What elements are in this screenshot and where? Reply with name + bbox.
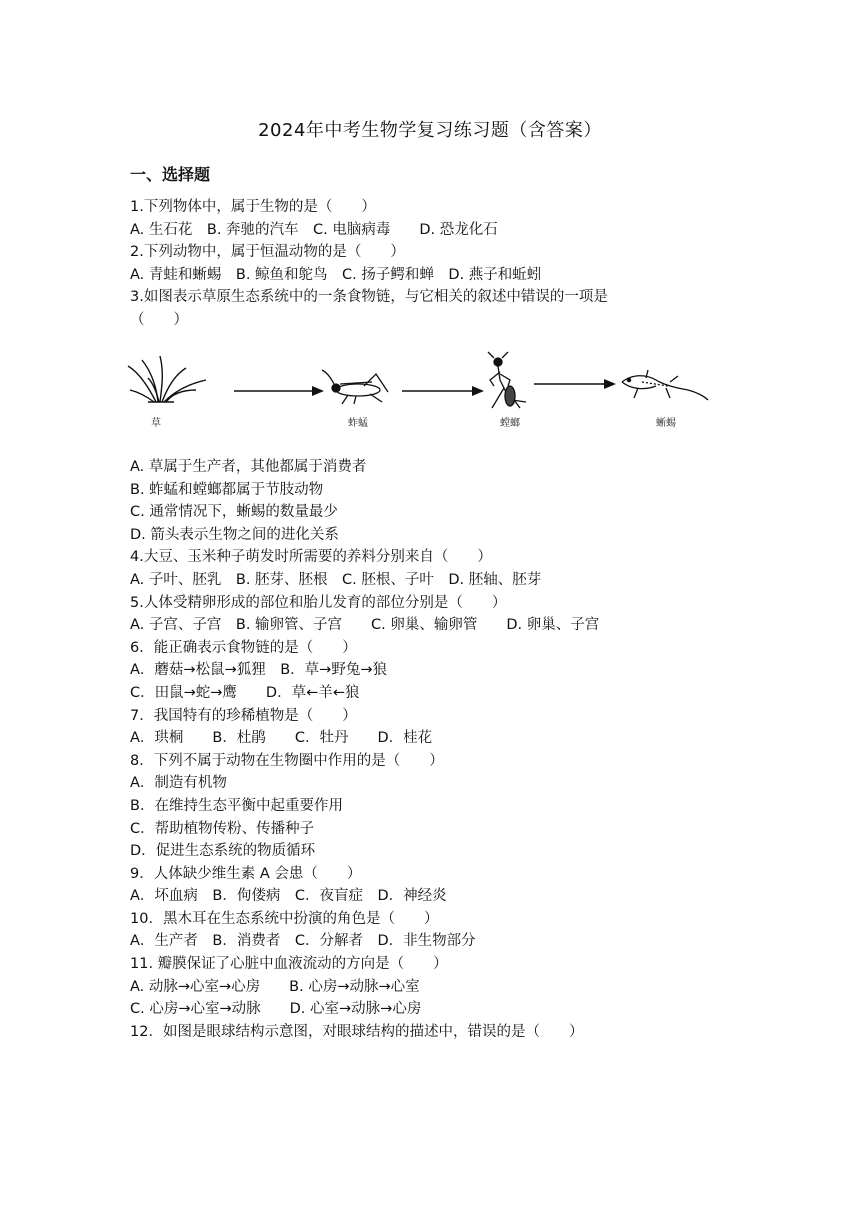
- food-chain-svg: [126, 350, 712, 434]
- grass-drawing: [128, 356, 206, 402]
- text-line: 9．人体缺少维生素 A 会患（ ）: [130, 865, 362, 882]
- text-line: B．在维持生态平衡中起重要作用: [130, 797, 343, 814]
- arrow-3: [534, 379, 616, 389]
- text-line: C. 心房→心室→动脉 D. 心室→动脉→心房: [130, 1001, 422, 1018]
- lizard-drawing: [622, 370, 708, 400]
- section-heading: 一、选择题: [130, 165, 211, 184]
- label-lizard: 蜥蜴: [656, 418, 676, 429]
- document-title: 2024年中考生物学复习练习题（含答案）: [258, 120, 602, 141]
- text-line: 10．黑木耳在生态系统中扮演的角色是（ ）: [130, 910, 439, 927]
- text-line: A．制造有机物: [130, 775, 227, 792]
- text-line: A. 子宫、子宫 B. 输卵管、子宫 C. 卵巢、输卵管 D. 卵巢、子宫: [130, 617, 600, 634]
- text-line: A. 生石花 B. 奔驰的汽车 C. 电脑病毒 D. 恐龙化石: [130, 221, 498, 238]
- arrow-2: [402, 386, 484, 396]
- text-line: A. 子叶、胚乳 B. 胚芽、胚根 C. 胚根、子叶 D. 胚轴、胚芽: [130, 571, 542, 588]
- text-line: C．田鼠→蛇→鹰 D．草←羊←狼: [130, 684, 360, 701]
- text-line: A. 动脉→心室→心房 B. 心房→动脉→心室: [130, 978, 420, 995]
- text-line: C．帮助植物传粉、传播种子: [130, 820, 315, 837]
- label-mantis: 螳螂: [500, 418, 520, 429]
- text-line: C. 通常情况下，蜥蜴的数量最少: [130, 504, 338, 521]
- text-line: A．坏血病 B．佝偻病 C．夜盲症 D．神经炎: [130, 888, 447, 905]
- text-line: A. 青蛙和蜥蜴 B. 鲸鱼和鸵鸟 C. 扬子鳄和蝉 D. 燕子和蚯蚓: [130, 266, 542, 283]
- text-line: B. 蚱蜢和螳螂都属于节肢动物: [130, 481, 324, 498]
- label-grasshopper: 蚱蜢: [348, 418, 368, 429]
- text-line: A. 草属于生产者，其他都属于消费者: [130, 459, 367, 475]
- text-line: 12．如图是眼球结构示意图，对眼球结构的描述中，错误的是（ ）: [130, 1023, 584, 1040]
- text-line: 7．我国特有的珍稀植物是（ ）: [130, 707, 357, 724]
- questions-bottom: [130, 456, 730, 1043]
- text-line: 8．下列不属于动物在生物圈中作用的是（ ）: [130, 752, 444, 769]
- label-grass: 草: [151, 418, 161, 429]
- text-line: 5.人体受精卵形成的部位和胎儿发育的部位分别是（ ）: [130, 594, 507, 611]
- text-line: 1.下列物体中，属于生物的是（ ）: [130, 199, 376, 215]
- text-line: 11. 瓣膜保证了心脏中血液流动的方向是（ ）: [130, 956, 448, 973]
- arrow-1: [234, 386, 324, 396]
- text-line: 6．能正确表示食物链的是（ ）: [130, 639, 357, 656]
- text-line: D. 箭头表示生物之间的进化关系: [130, 526, 339, 543]
- text-line: 2.下列动物中，属于恒温动物的是（ ）: [130, 244, 405, 261]
- mantis-drawing: [488, 352, 526, 408]
- text-line: 4.大豆、玉米种子萌发时所需要的养料分别来自（ ）: [130, 549, 492, 566]
- food-chain-figure: [126, 350, 712, 434]
- grasshopper-drawing: [322, 370, 388, 404]
- text-line: A．珙桐 B．杜鹃 C．牡丹 D．桂花: [130, 730, 433, 747]
- text-line: 3.如图表示草原生态系统中的一条食物链，与它相关的叙述中错误的一项是: [130, 289, 608, 306]
- text-line: A．蘑菇→松鼠→狐狸 B．草→野兔→狼: [130, 662, 387, 679]
- text-line: D．促进生态系统的物质循环: [130, 843, 316, 860]
- text-line: A．生产者 B．消费者 C．分解者 D．非生物部分: [130, 933, 476, 950]
- questions-top: [130, 196, 730, 332]
- text-line: （ ）: [130, 311, 188, 328]
